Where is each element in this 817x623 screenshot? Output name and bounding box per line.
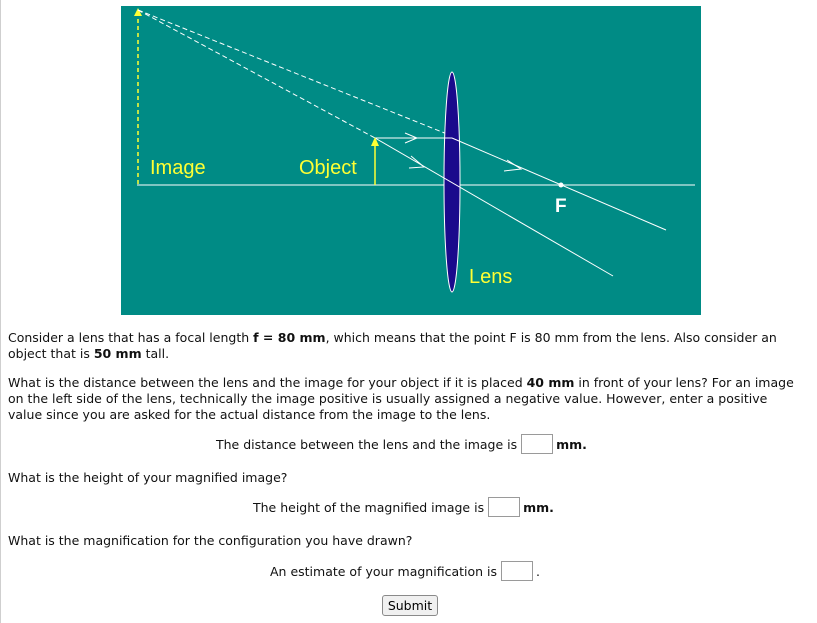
distance-answer-row <box>0 434 817 456</box>
magnification-answer-row <box>0 561 817 583</box>
object-distance-value: 40 mm <box>526 375 575 390</box>
submit-button[interactable]: Submit <box>382 595 438 616</box>
distance-input[interactable] <box>521 434 553 454</box>
height-input[interactable] <box>488 497 520 517</box>
image-label: Image <box>150 157 206 179</box>
focal-length-value: f = 80 mm <box>253 330 326 345</box>
ray-diagram-svg <box>121 6 701 315</box>
object-height-value: 50 mm <box>93 346 142 361</box>
question-magnification: What is the magnification for the configuration you have drawn? <box>8 533 413 548</box>
focal-point-label: F <box>555 196 567 217</box>
problem-intro: Consider a lens that has a focal length f = 80 mm, which means that the point F is 80 mm from the lens. Also consider an object that is 50 mm tall. <box>8 330 777 361</box>
distance-prompt: The distance between the lens and the image is <box>216 436 518 452</box>
lens-label: Lens <box>469 266 513 288</box>
lens-shape <box>444 72 460 292</box>
object-label: Object <box>299 157 357 179</box>
height-unit: mm. <box>523 499 554 515</box>
lens-diagram <box>121 6 701 315</box>
magnification-input[interactable] <box>501 561 533 581</box>
diagram-background <box>121 6 701 315</box>
magnification-prompt: An estimate of your magnification is <box>270 563 498 579</box>
focal-point-dot <box>559 183 564 188</box>
height-answer-row <box>0 497 817 519</box>
magnification-unit: . <box>536 563 540 579</box>
question-distance: What is the distance between the lens and the image for your object if it is placed 40 mm in front of your lens? For an image on the left side of the lens, technically the image positive is usually assigned a negative value. However, enter a positive value since you are asked for the actual distance from the image to the lens. <box>8 375 794 422</box>
page-left-border <box>0 0 1 623</box>
distance-unit: mm. <box>556 436 587 452</box>
question-height: What is the height of your magnified image? <box>8 470 288 485</box>
height-prompt: The height of the magnified image is <box>253 499 485 515</box>
